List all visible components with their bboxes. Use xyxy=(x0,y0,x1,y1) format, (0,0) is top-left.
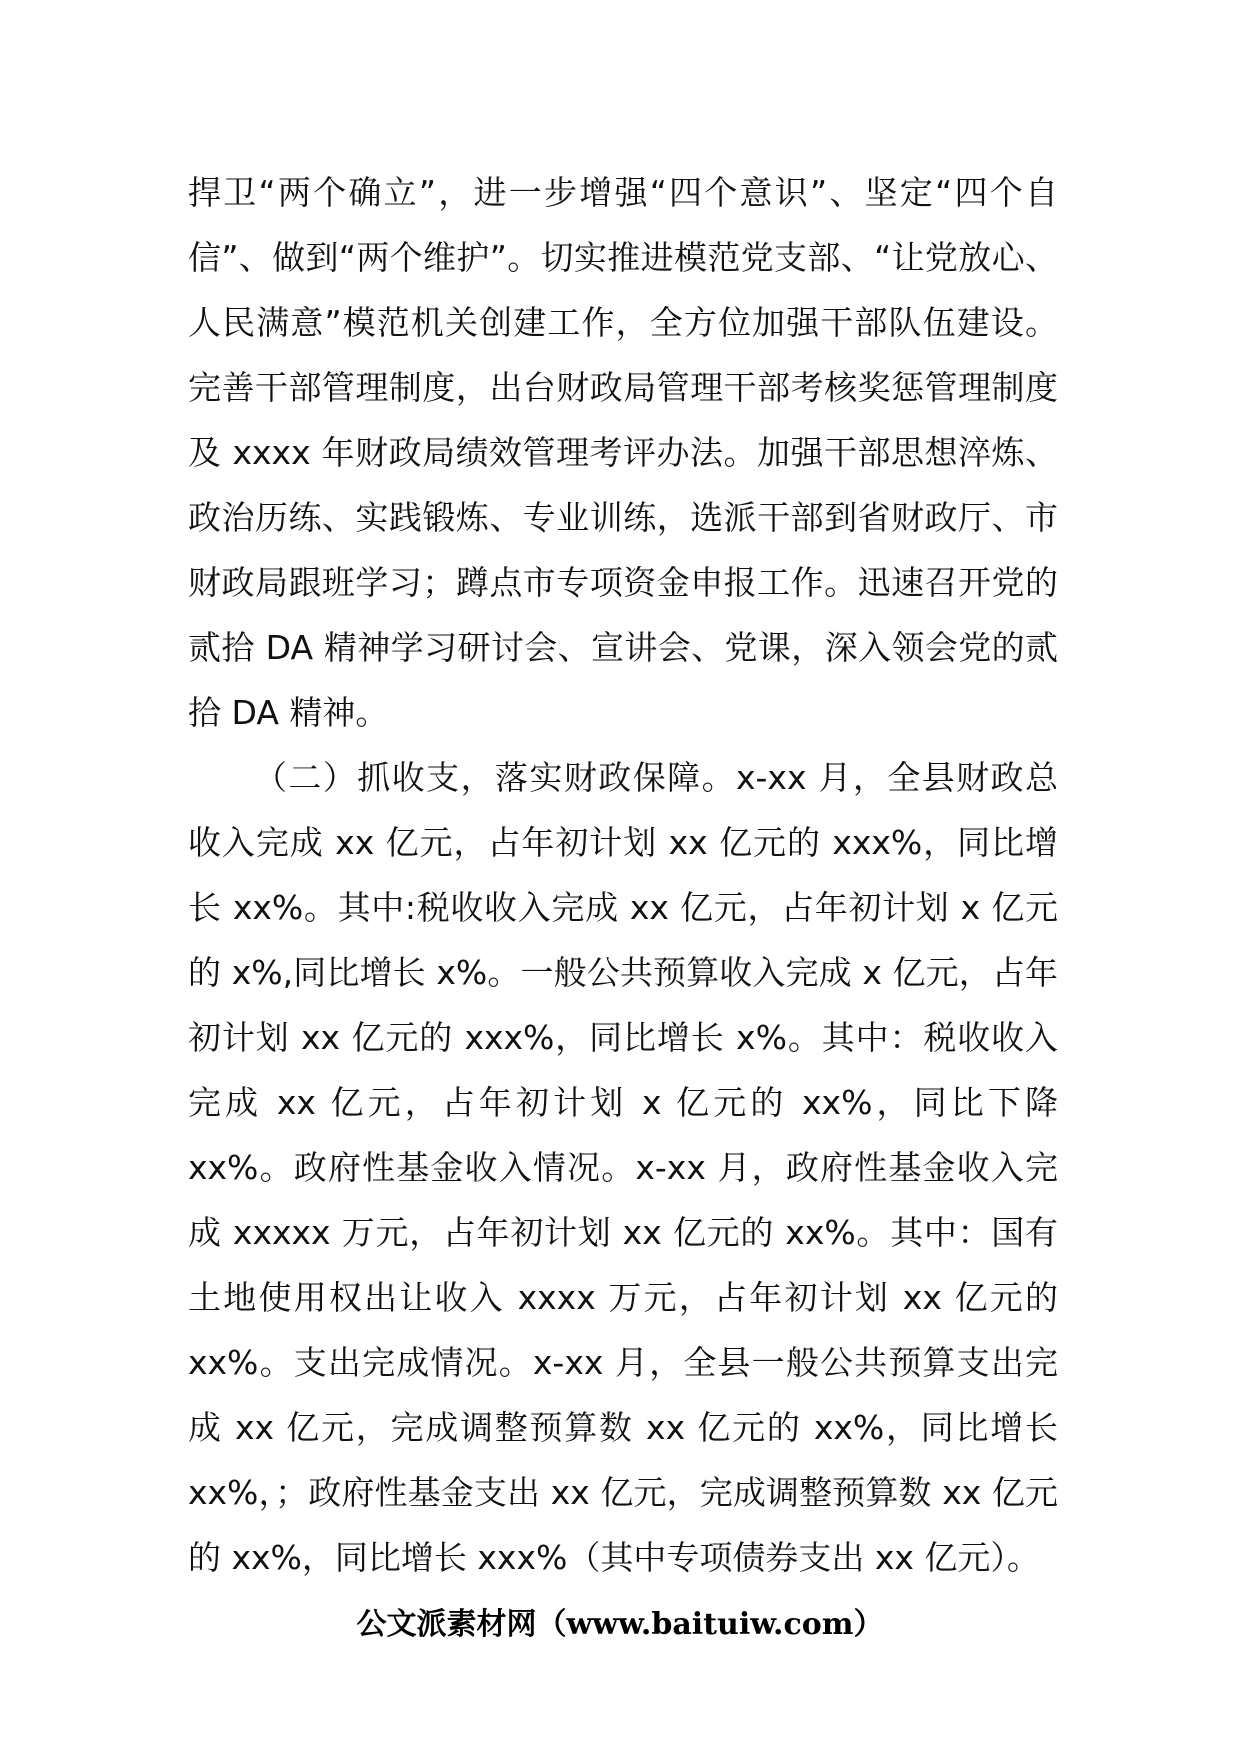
footer-watermark: 公文派素材网（www.baituiw.com） xyxy=(356,1607,884,1642)
document-body xyxy=(188,160,1058,1590)
paragraph-party-building: 捍卫“两个确立”，进一步增强“四个意识”、坚定“四个自信”、做到“两个维护”。切实推进模范党支部、“让党放心、人民满意”模范机关创建工作，全方位加强干部队伍建设。完善干部管理制度，出台财政局管理干部考核奖惩管理制度及 xxxx 年财政局绩效管理考评办法。加强干部思想淬炼、政治历练、实践锻炼、专业训练，选派干部到省财政厅、市财政局跟班学习；蹲点市专项资金申报工作。迅速召开党的贰拾 DA 精神学习研讨会、宣讲会、党课，深入领会党的贰拾 DA 精神。 xyxy=(188,173,1058,732)
paragraph-revenue-expenditure: （二）抓收支，落实财政保障。x-xx 月，全县财政总收入完成 xx 亿元，占年初计划 xx 亿元的 xxx%，同比增长 xx%。其中:税收收入完成 xx 亿元，占年初计划 x 亿元的 x%,同比增长 x%。一般公共预算收入完成 x 亿元，占年初计划 xx 亿元的 xxx%，同比增长 x%。其中：税收收入完成 xx 亿元，占年初计划 x 亿元的 xx%，同比下降 xx%。政府性基金收入情况。x-xx 月，政府性基金收入完成 xxxxx 万元，占年初计划 xx 亿元的 xx%。其中：国有土地使用权出让收入 xxxx 万元，占年初计划 xx 亿元的 xx%。支出完成情况。x-xx 月，全县一般公共预算支出完成 xx 亿元，完成调整预算数 xx 亿元的 xx%，同比增长 xx%，；政府性基金支出 xx 亿元，完成调整预算数 xx 亿元的 xx%，同比增长 xxx%（其中专项债券支出 xx 亿元）。 xyxy=(188,758,1058,1577)
